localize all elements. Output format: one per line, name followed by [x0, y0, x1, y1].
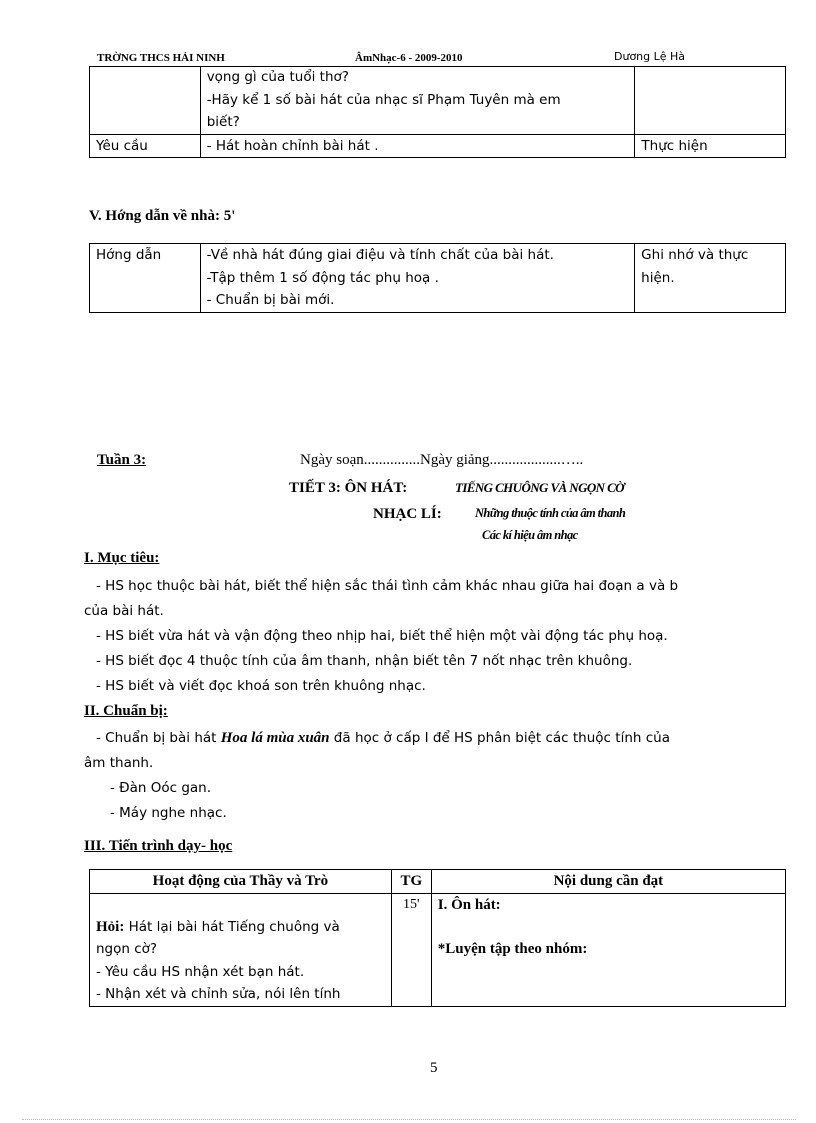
page-number: 5 — [430, 1060, 438, 1076]
song-title: Hoa lá mùa xuân — [220, 730, 330, 746]
process-header-activity: Hoạt động của Thầy và Trò — [90, 870, 392, 894]
prep-post: đã học ở cấp I để HS phân biệt các thuộc tính của — [329, 730, 670, 746]
activity-text: Hát lại bài hát Tiếng chuông và — [124, 918, 340, 935]
table1-line: vọng gì của tuổi thơ? — [206, 69, 349, 85]
dates-line: Ngày soạn...............Ngày giảng...................….. — [300, 452, 584, 468]
table2-note-line: hiện. — [641, 269, 675, 286]
table1-r2-c3: Thực hiện — [635, 134, 786, 158]
preparation-line: - Máy nghe nhạc. — [110, 805, 227, 821]
footer-divider — [22, 1119, 796, 1120]
table-header-row — [90, 870, 786, 894]
table-process — [89, 869, 786, 1007]
week-label: Tuần 3: — [97, 452, 147, 468]
nhacli-label: NHẠC LÍ: — [373, 506, 442, 522]
table-row — [90, 244, 786, 313]
table-row — [90, 134, 786, 158]
preparation-title: II. Chuẩn bị: — [84, 703, 168, 719]
preparation-body — [84, 726, 784, 826]
section-5-title: V. Hớng dẫn về nhà: 5' — [89, 208, 236, 224]
nhacli-line1: Những thuộc tính của âm thanh — [475, 506, 626, 520]
activity-line: ngọn cờ? — [96, 941, 158, 957]
table1-r1-c1 — [90, 66, 201, 134]
content-sub: *Luyện tập theo nhóm: — [437, 941, 588, 957]
table1-line: biết? — [206, 114, 240, 130]
table2-line: - Chuẩn bị bài mới. — [206, 292, 335, 308]
table1-line: -Hãy kể 1 số bài hát của nhạc sĩ Phạm Tuyên mà em — [206, 91, 561, 108]
table1-r2-c1: Yêu cầu — [90, 134, 201, 158]
tiet-song: TIẾNG CHUÔNG VÀ NGỌN CỜ — [455, 480, 624, 495]
process-header-content: Nội dung cần đạt — [431, 870, 785, 894]
objective-line: của bài hát. — [84, 603, 164, 619]
objective-line: - HS học thuộc bài hát, biết thể hiện sắc thái tình cảm khác nhau giữa hai đoạn a và b — [96, 578, 679, 594]
activity-line — [96, 916, 385, 939]
table-row — [90, 893, 786, 1006]
tiet-label: TIẾT 3: ÔN HÁT: — [289, 480, 408, 496]
objectives-title: I. Mục tiêu: — [84, 550, 160, 566]
table2-c3 — [635, 244, 786, 313]
content-title: I. Ôn hát: — [437, 896, 501, 913]
header-author: Dương Lệ Hà — [614, 50, 686, 63]
ask-label: Hỏi: — [96, 918, 125, 935]
preparation-line: - Đàn Oóc gan. — [110, 780, 212, 796]
process-title: III. Tiến trình dạy- học — [84, 838, 233, 854]
prep-pre: - Chuẩn bị bài hát — [96, 730, 221, 746]
preparation-line — [84, 726, 784, 751]
table-continuation — [89, 66, 786, 158]
header-subject: ÂmNhạc-6 - 2009-2010 — [355, 52, 463, 64]
table2-c1: Hớng dẫn — [90, 244, 201, 313]
header-school: TRỜNG THCS HẢI NINH — [97, 52, 225, 64]
preparation-line: âm thanh. — [84, 755, 154, 771]
table2-line: -Về nhà hát đúng giai điệu và tính chất của bài hát. — [206, 247, 554, 263]
table2-c2 — [200, 244, 635, 313]
table1-r2-c2: - Hát hoàn chỉnh bài hát . — [200, 134, 635, 158]
table2-note-line: Ghi nhớ và thực — [641, 247, 749, 263]
activity-line: - Nhận xét và chỉnh sửa, nói lên tính — [96, 986, 341, 1002]
table2-line: -Tập thêm 1 số động tác phụ hoạ . — [206, 269, 439, 286]
objective-line: - HS biết và viết đọc khoá son trên khuông nhạc. — [96, 678, 426, 694]
objectives-body — [84, 574, 784, 699]
nhacli-line2: Các kí hiệu âm nhạc — [482, 528, 578, 542]
table-row — [90, 66, 786, 134]
table-homework — [89, 243, 786, 313]
objective-line: - HS biết vừa hát và vận động theo nhịp hai, biết thể hiện một vài động tác phụ hoạ. — [96, 628, 668, 644]
process-activity-cell — [90, 893, 392, 1006]
objective-line: - HS biết đọc 4 thuộc tính của âm thanh, nhận biết tên 7 nốt nhạc trên khuông. — [96, 653, 633, 669]
process-content-cell — [431, 893, 785, 1006]
activity-line: - Yêu cầu HS nhận xét bạn hát. — [96, 963, 305, 980]
table1-r1-c3 — [635, 66, 786, 134]
process-header-time: TG — [391, 870, 431, 894]
process-time-cell: 15' — [391, 893, 431, 1006]
table1-r1-c2 — [200, 66, 635, 134]
